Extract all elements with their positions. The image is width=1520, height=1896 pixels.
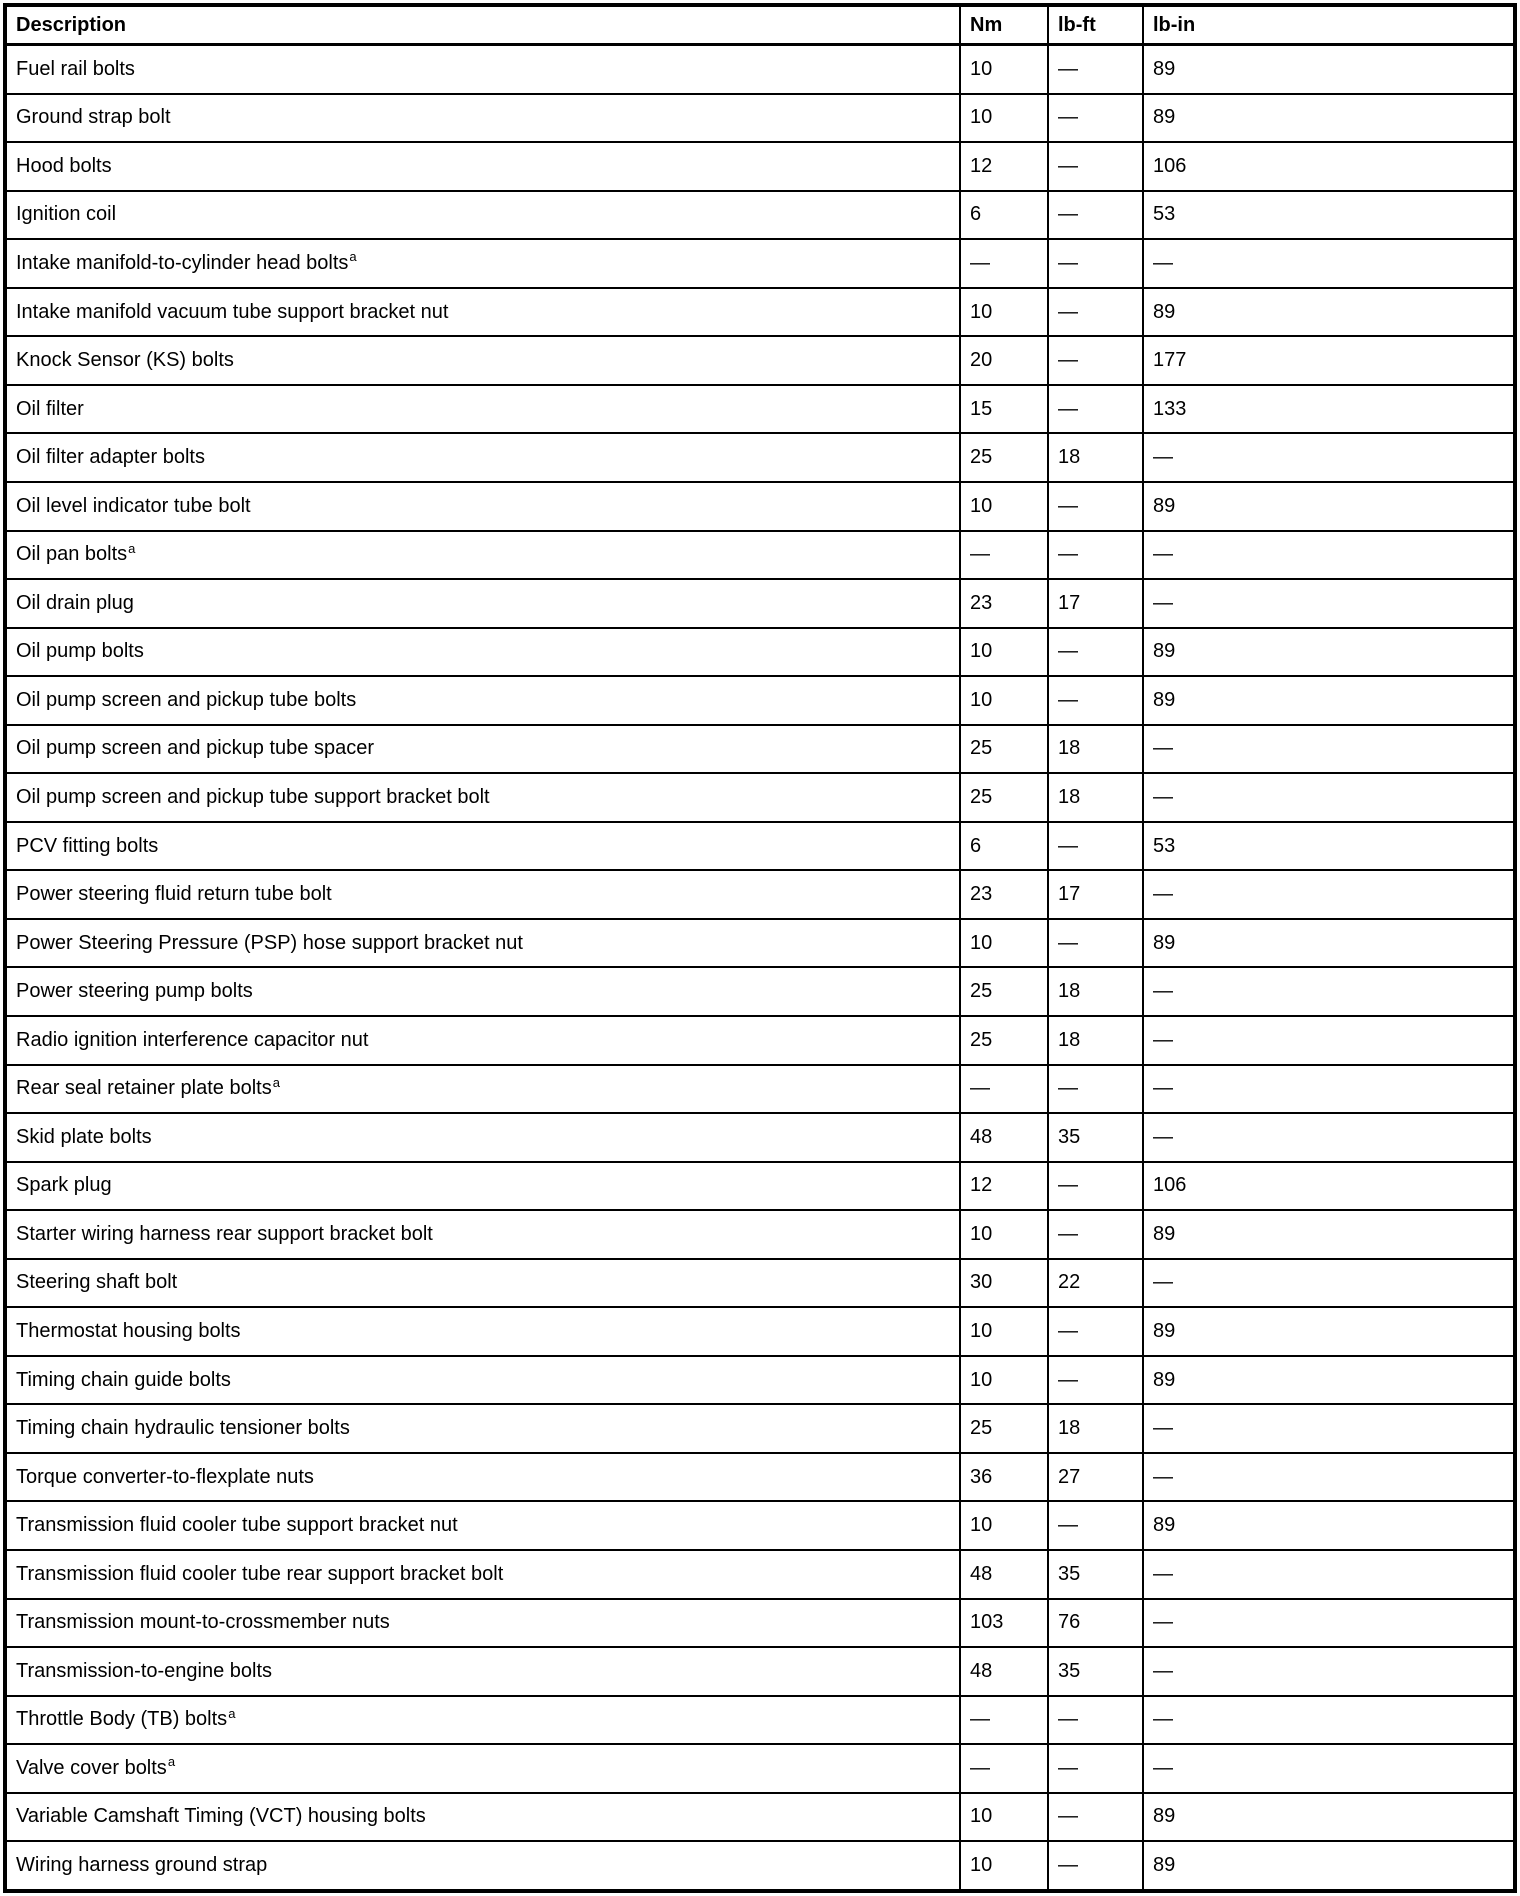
- table-row: [5, 191, 1515, 240]
- description-text: PCV fitting bolts: [16, 834, 159, 857]
- description-text: Power steering fluid return tube bolt: [16, 883, 332, 906]
- cell-description: [5, 1647, 960, 1696]
- cell-nm: 10: [960, 288, 1048, 337]
- footnote-marker: a: [128, 540, 136, 556]
- cell-nm: 25: [960, 967, 1048, 1016]
- cell-nm: —: [960, 1744, 1048, 1793]
- column-header-lbft: lb-ft: [1048, 5, 1143, 45]
- cell-nm: 48: [960, 1647, 1048, 1696]
- table-row: [5, 385, 1515, 434]
- cell-nm: —: [960, 1065, 1048, 1114]
- description-text: Steering shaft bolt: [16, 1271, 178, 1294]
- description-text: Timing chain hydraulic tensioner bolts: [16, 1417, 350, 1440]
- description-text: Wiring harness ground strap: [16, 1854, 268, 1877]
- cell-description: [5, 870, 960, 919]
- cell-nm: 10: [960, 482, 1048, 531]
- table-row: [5, 1599, 1515, 1648]
- table-row: [5, 239, 1515, 288]
- table-row: [5, 1696, 1515, 1745]
- footnote-marker: a: [167, 1754, 176, 1770]
- cell-lbft: —: [1048, 1065, 1143, 1114]
- table-row: [5, 1744, 1515, 1793]
- footnote-marker: a: [272, 1074, 280, 1090]
- table-row: [5, 773, 1515, 822]
- cell-nm: 10: [960, 1501, 1048, 1550]
- table-row: [5, 336, 1515, 385]
- cell-description: [5, 1793, 960, 1842]
- cell-lbft: 18: [1048, 433, 1143, 482]
- cell-lbft: —: [1048, 45, 1143, 94]
- table-header: [5, 5, 1515, 45]
- description-text: Torque converter-to-flexplate nuts: [16, 1465, 314, 1488]
- cell-lbin: 89: [1143, 1210, 1515, 1259]
- cell-nm: 36: [960, 1453, 1048, 1502]
- description-text: Starter wiring harness rear support bracket bolt: [16, 1222, 433, 1245]
- cell-lbin: 106: [1143, 1162, 1515, 1211]
- cell-nm: —: [960, 1696, 1048, 1745]
- cell-nm: 10: [960, 1356, 1048, 1405]
- cell-nm: 23: [960, 579, 1048, 628]
- cell-description: [5, 94, 960, 143]
- table-row: [5, 1356, 1515, 1405]
- table-row: [5, 142, 1515, 191]
- cell-lbin: —: [1143, 967, 1515, 1016]
- cell-lbft: 35: [1048, 1550, 1143, 1599]
- cell-lbin: —: [1143, 239, 1515, 288]
- cell-lbin: 133: [1143, 385, 1515, 434]
- description-text: Spark plug: [16, 1174, 112, 1197]
- cell-description: [5, 725, 960, 774]
- cell-lbin: —: [1143, 1647, 1515, 1696]
- cell-lbft: —: [1048, 1793, 1143, 1842]
- cell-nm: 30: [960, 1259, 1048, 1308]
- cell-nm: 103: [960, 1599, 1048, 1648]
- cell-lbin: —: [1143, 1744, 1515, 1793]
- cell-description: [5, 579, 960, 628]
- cell-nm: 10: [960, 1210, 1048, 1259]
- cell-nm: 10: [960, 676, 1048, 725]
- cell-description: [5, 1744, 960, 1793]
- cell-lbin: 89: [1143, 1307, 1515, 1356]
- description-text: Transmission mount-to-crossmember nuts: [16, 1611, 390, 1634]
- description-text: Rear seal retainer plate bolts: [16, 1077, 272, 1100]
- description-text: Radio ignition interference capacitor nut: [16, 1028, 369, 1051]
- cell-description: [5, 191, 960, 240]
- table-row: [5, 628, 1515, 677]
- cell-lbin: —: [1143, 1696, 1515, 1745]
- cell-nm: 25: [960, 773, 1048, 822]
- cell-lbft: —: [1048, 191, 1143, 240]
- cell-description: [5, 1113, 960, 1162]
- cell-nm: 48: [960, 1550, 1048, 1599]
- table-row: [5, 1647, 1515, 1696]
- cell-lbin: 89: [1143, 288, 1515, 337]
- cell-description: [5, 1210, 960, 1259]
- cell-nm: —: [960, 239, 1048, 288]
- cell-lbin: 89: [1143, 94, 1515, 143]
- description-text: Oil level indicator tube bolt: [16, 494, 251, 517]
- description-text: Ground strap bolt: [16, 106, 171, 129]
- table-row: [5, 1453, 1515, 1502]
- cell-lbin: —: [1143, 1599, 1515, 1648]
- description-text: Oil filter adapter bolts: [16, 446, 205, 469]
- table-row: [5, 676, 1515, 725]
- cell-lbft: —: [1048, 1307, 1143, 1356]
- cell-nm: —: [960, 531, 1048, 580]
- table-row: [5, 1793, 1515, 1842]
- cell-description: [5, 1404, 960, 1453]
- cell-lbin: —: [1143, 579, 1515, 628]
- cell-description: [5, 773, 960, 822]
- description-text: Intake manifold-to-cylinder head bolts: [16, 251, 349, 274]
- table-row: [5, 1016, 1515, 1065]
- cell-lbin: —: [1143, 1453, 1515, 1502]
- cell-lbin: —: [1143, 1550, 1515, 1599]
- cell-description: [5, 531, 960, 580]
- cell-nm: 25: [960, 725, 1048, 774]
- description-text: Oil pan bolts: [16, 543, 128, 566]
- cell-description: [5, 1065, 960, 1114]
- table-row: [5, 1162, 1515, 1211]
- cell-description: [5, 239, 960, 288]
- cell-description: [5, 385, 960, 434]
- cell-nm: 6: [960, 191, 1048, 240]
- table-row: [5, 1550, 1515, 1599]
- cell-description: [5, 1550, 960, 1599]
- cell-lbin: 53: [1143, 822, 1515, 871]
- cell-nm: 20: [960, 336, 1048, 385]
- cell-nm: 15: [960, 385, 1048, 434]
- cell-nm: 23: [960, 870, 1048, 919]
- cell-description: [5, 142, 960, 191]
- cell-nm: 6: [960, 822, 1048, 871]
- table-row: [5, 822, 1515, 871]
- cell-lbft: —: [1048, 1696, 1143, 1745]
- cell-lbft: 22: [1048, 1259, 1143, 1308]
- cell-nm: 12: [960, 1162, 1048, 1211]
- torque-spec-table: [3, 3, 1517, 1893]
- table-row: [5, 1404, 1515, 1453]
- table-row: [5, 919, 1515, 968]
- column-header-nm: Nm: [960, 5, 1048, 45]
- footnote-marker: a: [349, 249, 357, 265]
- description-text: Oil pump screen and pickup tube bolts: [16, 688, 357, 711]
- cell-nm: 10: [960, 919, 1048, 968]
- description-text: Power steering pump bolts: [16, 980, 253, 1003]
- table-row: [5, 1210, 1515, 1259]
- description-text: Oil pump screen and pickup tube support bracket bolt: [16, 786, 490, 808]
- cell-lbft: 18: [1048, 967, 1143, 1016]
- cell-lbin: —: [1143, 433, 1515, 482]
- cell-lbft: —: [1048, 1356, 1143, 1405]
- cell-lbft: —: [1048, 1841, 1143, 1891]
- table-row: [5, 967, 1515, 1016]
- cell-description: [5, 482, 960, 531]
- cell-lbft: 17: [1048, 870, 1143, 919]
- cell-nm: 10: [960, 1841, 1048, 1891]
- cell-lbin: —: [1143, 870, 1515, 919]
- cell-lbin: 89: [1143, 1841, 1515, 1891]
- description-text: Timing chain guide bolts: [16, 1368, 231, 1391]
- cell-lbft: —: [1048, 1744, 1143, 1793]
- table-row: [5, 870, 1515, 919]
- cell-lbft: —: [1048, 142, 1143, 191]
- cell-nm: 25: [960, 1404, 1048, 1453]
- table-row: [5, 725, 1515, 774]
- table-row: [5, 1501, 1515, 1550]
- cell-description: [5, 676, 960, 725]
- description-text: Throttle Body (TB) bolts: [16, 1708, 228, 1731]
- cell-lbin: 89: [1143, 919, 1515, 968]
- cell-lbft: 27: [1048, 1453, 1143, 1502]
- cell-lbin: —: [1143, 725, 1515, 774]
- table-row: [5, 94, 1515, 143]
- table-row: [5, 433, 1515, 482]
- cell-description: [5, 1016, 960, 1065]
- cell-description: [5, 1162, 960, 1211]
- cell-lbin: 106: [1143, 142, 1515, 191]
- cell-lbin: 89: [1143, 482, 1515, 531]
- cell-description: [5, 1841, 960, 1891]
- table-row: [5, 531, 1515, 580]
- cell-lbft: —: [1048, 336, 1143, 385]
- table-row: [5, 45, 1515, 94]
- cell-lbin: 89: [1143, 1356, 1515, 1405]
- cell-description: [5, 822, 960, 871]
- cell-nm: 25: [960, 433, 1048, 482]
- cell-lbft: 17: [1048, 579, 1143, 628]
- description-text: Transmission fluid cooler tube support bracket nut: [16, 1514, 458, 1537]
- cell-lbft: —: [1048, 628, 1143, 677]
- cell-description: [5, 433, 960, 482]
- table-row: [5, 482, 1515, 531]
- cell-lbft: —: [1048, 676, 1143, 725]
- cell-lbft: —: [1048, 919, 1143, 968]
- cell-nm: 25: [960, 1016, 1048, 1065]
- cell-nm: 10: [960, 628, 1048, 677]
- cell-lbft: —: [1048, 1162, 1143, 1211]
- table-row: [5, 1259, 1515, 1308]
- cell-lbin: —: [1143, 1259, 1515, 1308]
- cell-lbin: —: [1143, 1016, 1515, 1065]
- cell-lbin: 89: [1143, 1501, 1515, 1550]
- cell-lbin: —: [1143, 1404, 1515, 1453]
- description-text: Knock Sensor (KS) bolts: [16, 349, 234, 372]
- cell-nm: 48: [960, 1113, 1048, 1162]
- cell-lbft: —: [1048, 1210, 1143, 1259]
- cell-description: [5, 1696, 960, 1745]
- cell-description: [5, 1307, 960, 1356]
- cell-description: [5, 919, 960, 968]
- cell-lbin: —: [1143, 1113, 1515, 1162]
- cell-lbft: 18: [1048, 1404, 1143, 1453]
- description-text: Skid plate bolts: [16, 1125, 152, 1148]
- cell-description: [5, 628, 960, 677]
- cell-lbft: 18: [1048, 1016, 1143, 1065]
- cell-nm: 12: [960, 142, 1048, 191]
- cell-lbft: —: [1048, 239, 1143, 288]
- cell-nm: 10: [960, 45, 1048, 94]
- table-row: [5, 1841, 1515, 1891]
- table-row: [5, 288, 1515, 337]
- cell-description: [5, 1501, 960, 1550]
- cell-lbft: —: [1048, 94, 1143, 143]
- cell-lbft: —: [1048, 822, 1143, 871]
- column-header-description: Description: [5, 5, 960, 45]
- cell-lbin: 89: [1143, 45, 1515, 94]
- cell-description: [5, 967, 960, 1016]
- cell-lbft: —: [1048, 288, 1143, 337]
- cell-lbin: —: [1143, 773, 1515, 822]
- table-body: [5, 45, 1515, 1892]
- cell-lbin: 89: [1143, 628, 1515, 677]
- table-row: [5, 1065, 1515, 1114]
- cell-lbft: 35: [1048, 1647, 1143, 1696]
- cell-nm: 10: [960, 1793, 1048, 1842]
- cell-lbft: 18: [1048, 725, 1143, 774]
- cell-description: [5, 336, 960, 385]
- cell-lbft: 18: [1048, 773, 1143, 822]
- column-header-lbin: lb-in: [1143, 5, 1515, 45]
- cell-description: [5, 1259, 960, 1308]
- description-text: Oil pump screen and pickup tube spacer: [16, 737, 374, 760]
- table-row: [5, 1307, 1515, 1356]
- cell-lbin: 89: [1143, 1793, 1515, 1842]
- cell-lbin: —: [1143, 1065, 1515, 1114]
- cell-lbft: —: [1048, 1501, 1143, 1550]
- cell-nm: 10: [960, 1307, 1048, 1356]
- cell-lbin: —: [1143, 531, 1515, 580]
- cell-lbin: 53: [1143, 191, 1515, 240]
- description-text: Oil drain plug: [16, 591, 134, 614]
- cell-description: [5, 1599, 960, 1648]
- cell-lbft: —: [1048, 531, 1143, 580]
- cell-description: [5, 288, 960, 337]
- cell-lbft: 76: [1048, 1599, 1143, 1648]
- description-text: Transmission-to-engine bolts: [16, 1659, 273, 1682]
- description-text: Intake manifold vacuum tube support bracket nut: [16, 300, 449, 323]
- cell-lbft: —: [1048, 482, 1143, 531]
- description-text: Fuel rail bolts: [16, 57, 135, 80]
- description-text: Oil pump bolts: [16, 640, 144, 663]
- table-row: [5, 579, 1515, 628]
- cell-lbft: 35: [1048, 1113, 1143, 1162]
- description-text: Hood bolts: [16, 154, 112, 177]
- footnote-marker: a: [228, 1705, 236, 1721]
- description-text: Variable Camshaft Timing (VCT) housing bolts: [16, 1805, 426, 1828]
- description-text: Oil filter: [16, 397, 84, 420]
- description-text: Valve cover bolts: [16, 1756, 167, 1779]
- cell-lbin: 177: [1143, 336, 1515, 385]
- cell-nm: 10: [960, 94, 1048, 143]
- description-text: Thermostat housing bolts: [16, 1320, 241, 1343]
- cell-description: [5, 1356, 960, 1405]
- cell-lbin: 89: [1143, 676, 1515, 725]
- description-text: Ignition coil: [16, 203, 117, 226]
- description-text: Transmission fluid cooler tube rear support bracket bolt: [16, 1562, 504, 1585]
- cell-description: [5, 45, 960, 94]
- table-header-row: [5, 5, 1515, 45]
- description-text: Power Steering Pressure (PSP) hose support bracket nut: [16, 931, 523, 954]
- cell-description: [5, 1453, 960, 1502]
- table-row: [5, 1113, 1515, 1162]
- cell-lbft: —: [1048, 385, 1143, 434]
